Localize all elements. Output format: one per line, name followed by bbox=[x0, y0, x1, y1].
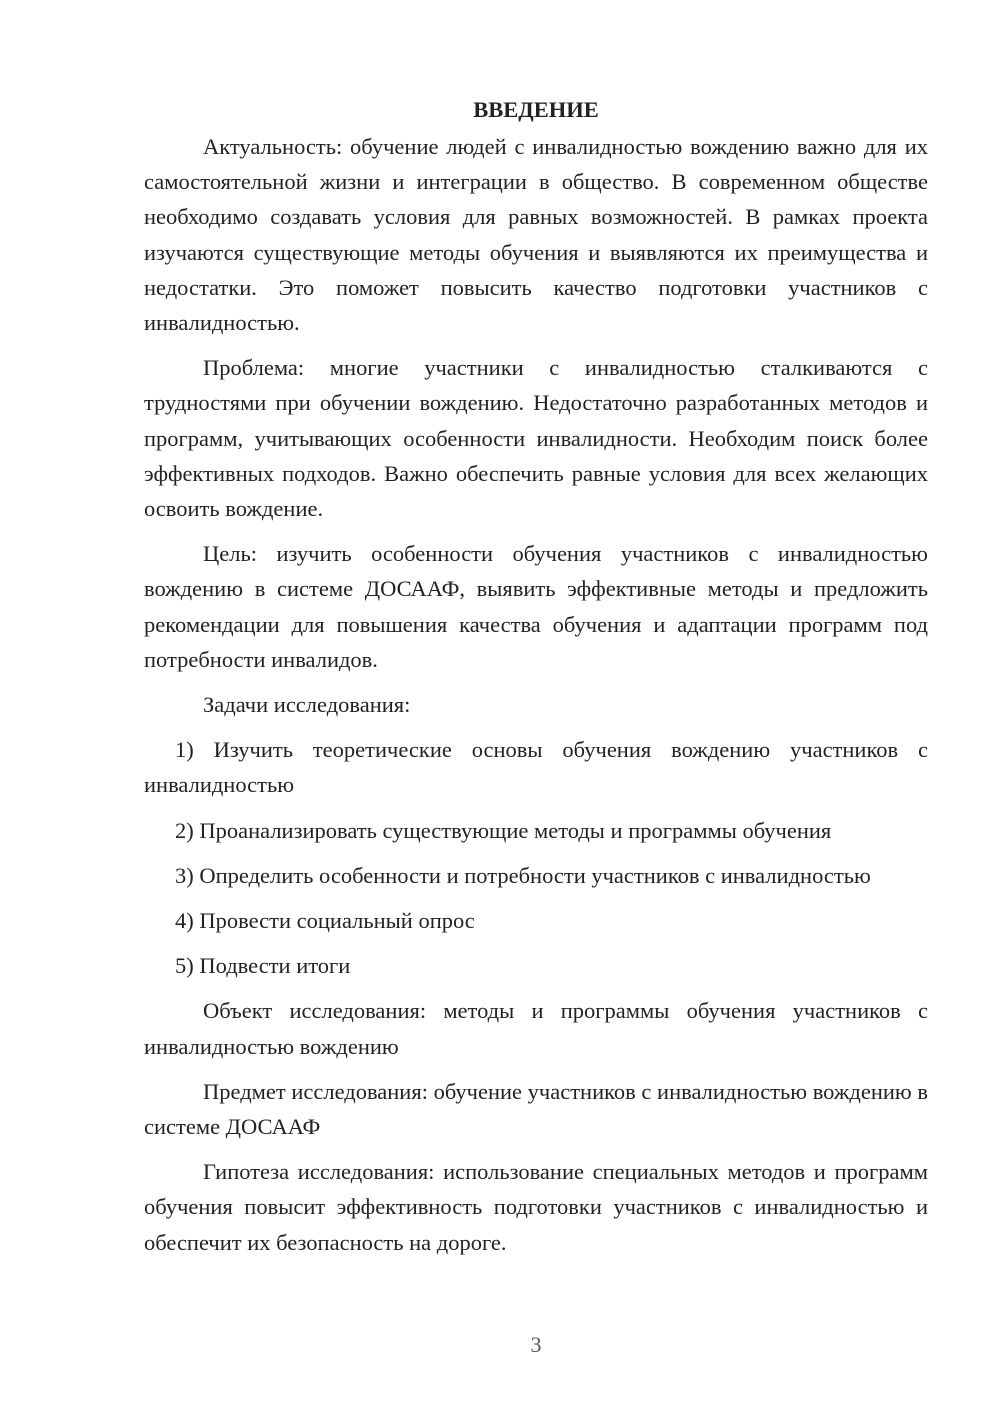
tasks-heading: Задачи исследования: bbox=[203, 692, 411, 718]
goal-paragraph: Цель: изучить особенности обучения участников с инвалидностью вождению в системе ДОСААФ, выявить эффективные методы и предложить рекомендации для повышения качества обучения и адаптации программ под потребности инвалидов. bbox=[144, 541, 928, 672]
task-item-4: 4) Провести социальный опрос bbox=[175, 908, 475, 934]
task-item-5: 5) Подвести итоги bbox=[175, 953, 351, 979]
page-title: ВВЕДЕНИЕ bbox=[473, 97, 599, 122]
task-item-3: 3) Определить особенности и потребности участников с инвалидностью bbox=[175, 862, 871, 888]
subject-paragraph: Предмет исследования: обучение участников с инвалидностью вождению в системе ДОСААФ bbox=[144, 1078, 928, 1140]
object-paragraph: Объект исследования: методы и программы обучения участников с инвалидностью вождению bbox=[144, 998, 928, 1059]
page-number: 3 bbox=[530, 1332, 542, 1357]
hypothesis-paragraph: Гипотеза исследования: использование специальных методов и программ обучения повысит эффективность подготовки участников с инвалидностью и обеспечит их безопасность на дороге. bbox=[144, 1159, 928, 1255]
page-content bbox=[144, 92, 928, 1270]
relevance-paragraph: Актуальность: обучение людей с инвалидностью вождению важно для их самостоятельной жизни и интеграции в общество. В современном обществе необходимо создавать условия для равных возможностей. В рамках проекта изучаются существующие методы обучения и выявляются их преимущества и недостатки. Это поможет повысить качество подготовки участников с инвалидностью. bbox=[144, 134, 928, 336]
task-item-1: 1) Изучить теоретические основы обучения вождению участников с инвалидностью bbox=[144, 737, 928, 798]
problem-paragraph: Проблема: многие участники с инвалидностью сталкиваются с трудностями при обучении вождению. Недостаточно разработанных методов и программ, учитывающих особенности инвалидности. Необходим поиск более эффективных подходов. Важно обеспечить равные условия для всех желающих освоить вождение. bbox=[144, 355, 928, 522]
task-item-2: 2) Проанализировать существующие методы и программы обучения bbox=[175, 817, 832, 843]
